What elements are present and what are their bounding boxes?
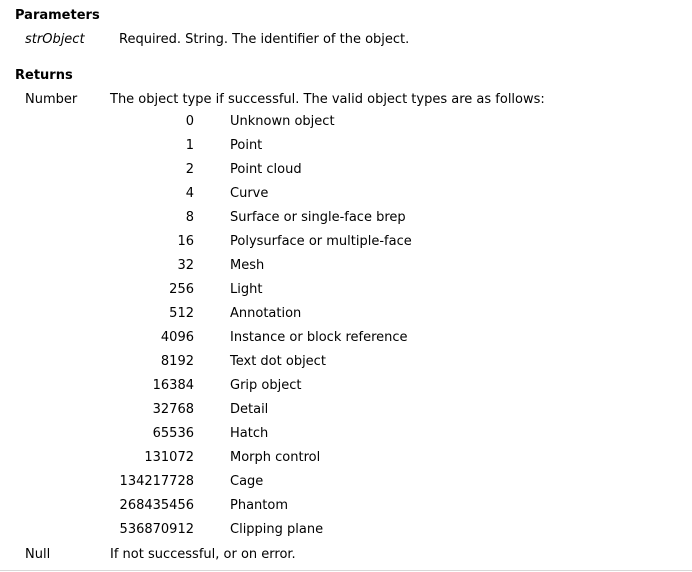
object-type-name: Hatch xyxy=(230,426,269,441)
object-type-row xyxy=(110,378,412,402)
parameter-description: Required. String. The identifier of the object. xyxy=(119,32,410,47)
object-type-row xyxy=(110,474,412,498)
object-type-row xyxy=(110,210,412,234)
object-type-name: Text dot object xyxy=(230,354,326,369)
object-type-row xyxy=(110,330,412,354)
object-type-value: 1 xyxy=(185,138,194,153)
parameters-heading: Parameters xyxy=(15,8,100,23)
object-type-value: 4 xyxy=(185,186,194,201)
object-type-row xyxy=(110,426,412,450)
object-type-value: 268435456 xyxy=(119,498,194,513)
bottom-divider xyxy=(0,570,692,571)
return-failure-type: Null xyxy=(25,547,51,562)
object-type-row xyxy=(110,522,412,546)
parameter-name: strObject xyxy=(25,32,85,47)
object-type-value: 4096 xyxy=(160,330,194,345)
object-type-row xyxy=(110,186,412,210)
object-type-row xyxy=(110,234,412,258)
object-type-name: Mesh xyxy=(230,258,265,273)
object-type-row xyxy=(110,354,412,378)
object-type-name: Curve xyxy=(230,186,269,201)
object-type-name: Annotation xyxy=(230,306,302,321)
return-success-description: The object type if successful. The valid object types are as follows: xyxy=(110,92,545,107)
object-type-name: Cage xyxy=(230,474,264,489)
object-type-row xyxy=(110,450,412,474)
object-type-name: Clipping plane xyxy=(230,522,324,537)
object-type-row xyxy=(110,138,412,162)
object-type-name: Phantom xyxy=(230,498,288,513)
object-type-value: 131072 xyxy=(144,450,194,465)
object-type-value: 8192 xyxy=(160,354,194,369)
object-type-name: Point xyxy=(230,138,263,153)
object-type-value: 16384 xyxy=(152,378,194,393)
object-type-name: Detail xyxy=(230,402,269,417)
object-type-name: Unknown object xyxy=(230,114,335,129)
object-type-name: Point cloud xyxy=(230,162,302,177)
object-type-value: 0 xyxy=(185,114,194,129)
object-type-value: 32 xyxy=(177,258,194,273)
object-type-row xyxy=(110,402,412,426)
object-type-name: Morph control xyxy=(230,450,321,465)
object-type-name: Polysurface or multiple-face xyxy=(230,234,412,249)
object-type-value: 2 xyxy=(185,162,194,177)
object-type-name: Light xyxy=(230,282,263,297)
object-type-row xyxy=(110,282,412,306)
object-type-row xyxy=(110,258,412,282)
returns-heading: Returns xyxy=(15,68,73,83)
object-type-row xyxy=(110,498,412,522)
object-type-row xyxy=(110,306,412,330)
object-type-value: 8 xyxy=(185,210,194,225)
object-type-name: Grip object xyxy=(230,378,302,393)
object-type-value: 256 xyxy=(169,282,194,297)
object-type-name: Instance or block reference xyxy=(230,330,408,345)
object-type-value: 32768 xyxy=(152,402,194,417)
object-type-table xyxy=(110,114,412,546)
return-failure-description: If not successful, or on error. xyxy=(110,547,296,562)
object-type-value: 16 xyxy=(177,234,194,249)
object-type-row xyxy=(110,162,412,186)
object-type-row xyxy=(110,114,412,138)
return-success-type: Number xyxy=(25,92,78,107)
object-type-name: Surface or single-face brep xyxy=(230,210,406,225)
object-type-value: 536870912 xyxy=(119,522,194,537)
object-type-value: 65536 xyxy=(152,426,194,441)
object-type-value: 134217728 xyxy=(119,474,194,489)
object-type-value: 512 xyxy=(169,306,194,321)
